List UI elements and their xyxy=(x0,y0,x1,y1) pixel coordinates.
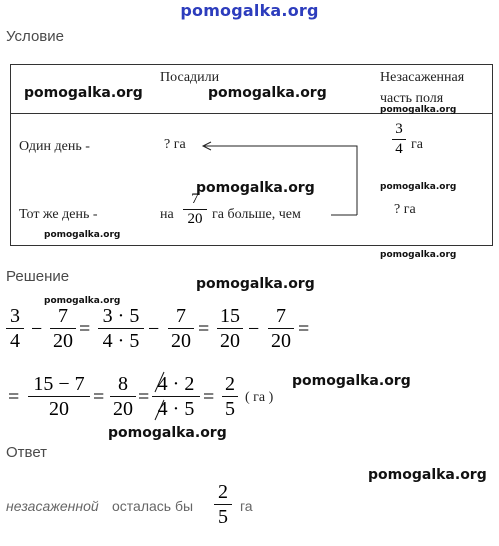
answer-italic-word: незасаженной xyxy=(6,498,99,514)
header-unplanted-line1: Незасаженная xyxy=(380,70,465,85)
sol1-minus: − xyxy=(248,318,260,340)
sol1-fraction-7-20: 7 20 xyxy=(268,306,294,351)
sol1-fraction-7-20: 7 20 xyxy=(168,306,194,351)
sol1-fraction-15-20: 15 20 xyxy=(217,306,243,351)
answer-text: осталась бы xyxy=(112,498,194,514)
row1-unplanted-fraction: 3 4 xyxy=(392,122,406,157)
site-header[interactable]: pomogalka.org xyxy=(180,1,319,20)
header-unplanted-line2: часть поля xyxy=(380,91,444,106)
section-answer-title: Ответ xyxy=(6,444,48,461)
sol1-equals: = xyxy=(298,318,310,340)
watermark: pomogalka.org xyxy=(292,373,411,389)
watermark: pomogalka.org xyxy=(196,276,315,292)
sol1-fraction-7-20: 7 20 xyxy=(50,306,76,351)
header-planted: Посадили xyxy=(160,70,220,85)
row2-prefix: на xyxy=(160,207,174,222)
cancel-strike-icon xyxy=(152,370,172,426)
watermark: pomogalka.org xyxy=(380,105,457,115)
row1-unit: га xyxy=(411,137,423,152)
row2-suffix: га больше, чем xyxy=(212,207,301,222)
sol2-fraction-2-5: 2 5 xyxy=(222,374,238,419)
sol2-equals: = xyxy=(203,386,215,408)
row2-fraction: 7 20 xyxy=(183,192,207,227)
sol1-fraction-expanded: 3 · 5 4 · 5 xyxy=(98,306,144,351)
watermark: pomogalka.org xyxy=(380,250,457,260)
watermark: pomogalka.org xyxy=(196,180,315,196)
watermark: pomogalka.org xyxy=(44,230,121,240)
sol1-minus: − xyxy=(31,318,43,340)
section-solution-title: Решение xyxy=(6,268,70,285)
watermark: pomogalka.org xyxy=(380,182,457,192)
sol2-unit: ( га ) xyxy=(245,390,274,405)
answer-unit: га xyxy=(240,498,253,514)
sol1-equals: = xyxy=(79,318,91,340)
row2-label: Тот же день - xyxy=(19,207,98,222)
sol1-equals: = xyxy=(198,318,210,340)
section-condition-title: Условие xyxy=(6,28,64,45)
watermark: pomogalka.org xyxy=(368,467,487,483)
sol2-equals: = xyxy=(8,386,20,408)
sol1-minus: − xyxy=(148,318,160,340)
row2-unplanted-unknown: ? га xyxy=(394,202,416,217)
row1-label: Один день - xyxy=(19,139,90,154)
sol2-equals: = xyxy=(93,386,105,408)
sol2-fraction-difference: 15 − 7 20 xyxy=(28,374,90,419)
sol1-fraction-3-4: 3 4 xyxy=(6,306,24,351)
row1-planted-unknown: ? га xyxy=(164,137,186,152)
watermark: pomogalka.org xyxy=(208,85,327,101)
watermark: pomogalka.org xyxy=(24,85,143,101)
answer-fraction-2-5: 2 5 xyxy=(214,482,232,527)
watermark: pomogalka.org xyxy=(108,425,227,441)
sol2-equals: = xyxy=(138,386,150,408)
sol2-fraction-8-20: 8 20 xyxy=(110,374,136,419)
watermark: pomogalka.org xyxy=(44,296,121,306)
sol2-fraction-cancel: 4 · 2 4 · 5 xyxy=(152,374,200,419)
